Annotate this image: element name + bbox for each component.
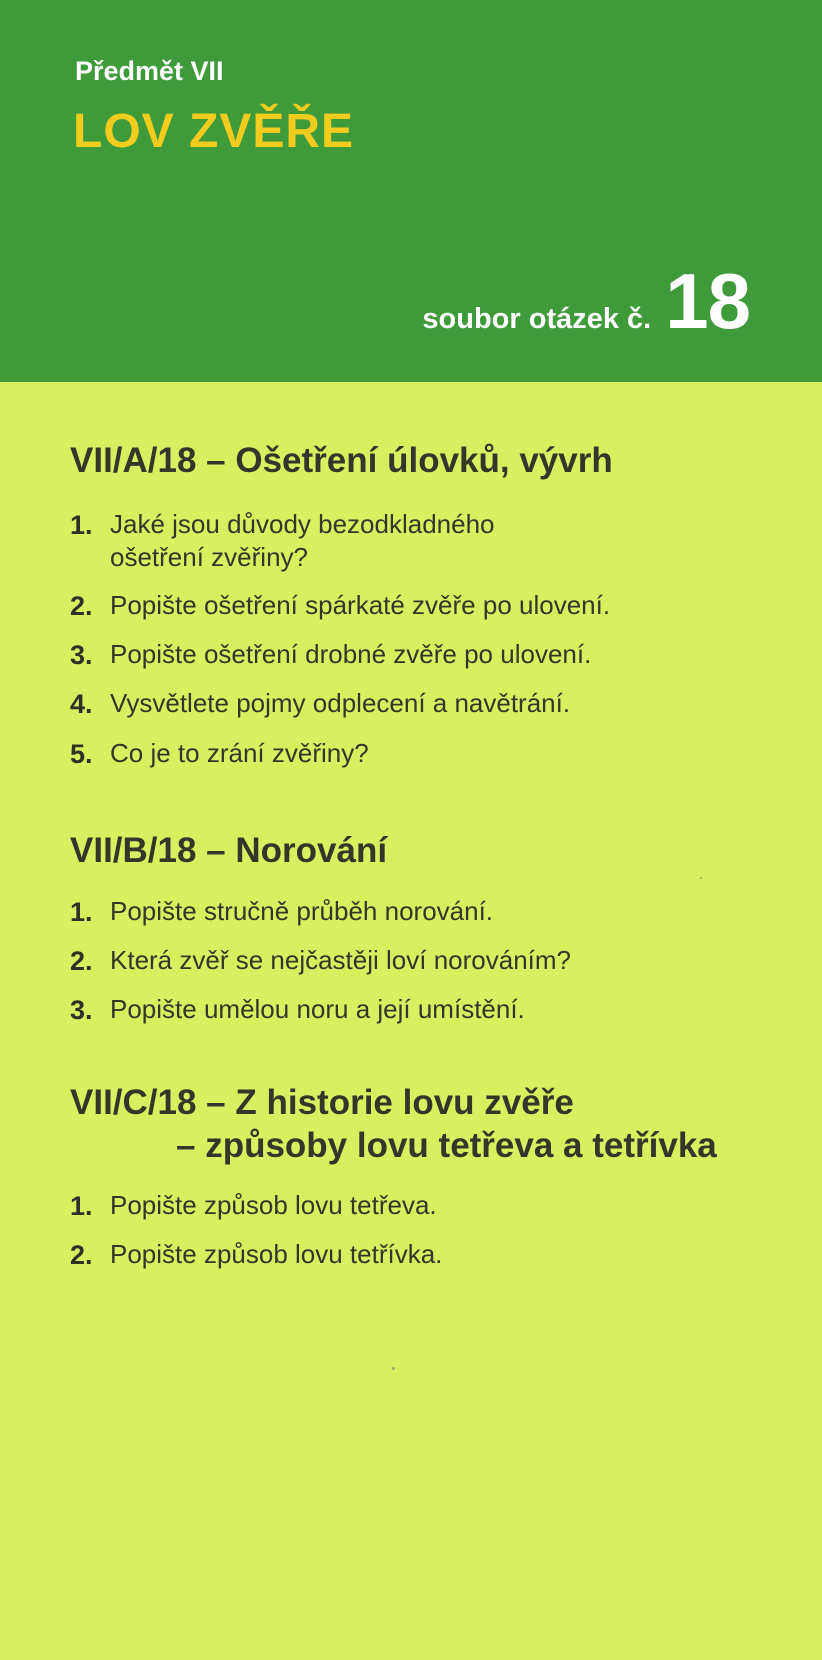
question-text: Popište stručně průběh norování.: [110, 895, 494, 926]
question-text: Vysvětlete pojmy odplecení a navětrání.: [110, 688, 571, 719]
question-number: 2.: [70, 1240, 93, 1271]
question-set: [422, 257, 750, 345]
question-item: [70, 993, 770, 1028]
question-text: Jaké jsou důvody bezodkladného ošetření zvěřiny?: [110, 508, 495, 573]
section-a-questions: [70, 508, 770, 772]
section-c-title-line-1: VII/C/18 – Z historie lovu zvěře: [70, 1083, 574, 1122]
question-item: [70, 895, 770, 930]
question-number: 5.: [70, 738, 93, 769]
question-number: 1.: [70, 896, 93, 927]
question-number: 1.: [70, 509, 93, 540]
question-item: [70, 687, 770, 722]
card-header: [0, 0, 822, 382]
question-item: [70, 1238, 770, 1273]
question-set-number: 18: [665, 257, 750, 345]
question-text: Popište ošetření drobné zvěře po ulovení.: [110, 639, 592, 670]
question-item: [70, 638, 770, 673]
question-text: Popište způsob lovu tetřeva.: [110, 1190, 437, 1221]
section-a-title: VII/A/18 – Ošetření úlovků, vývrh: [70, 441, 613, 480]
question-number: 1.: [70, 1191, 93, 1222]
question-text: Která zvěř se nejčastěji loví norováním?: [110, 944, 571, 975]
section-c-questions: [70, 1189, 770, 1273]
question-item: [70, 944, 770, 979]
question-number: 2.: [70, 945, 93, 976]
question-text: Popište ošetření spárkaté zvěře po ulovení.: [110, 590, 611, 621]
section-b-questions: [70, 895, 770, 1028]
question-item: [70, 508, 770, 576]
question-number: 3.: [70, 640, 93, 671]
question-set-label: soubor otázek č.: [422, 303, 652, 335]
paper-speck: [392, 1367, 395, 1370]
question-number: 3.: [70, 994, 93, 1025]
question-number: 2.: [70, 591, 93, 622]
section-c-title: [70, 1082, 770, 1167]
question-item: [70, 589, 770, 624]
question-text: Co je to zrání zvěřiny?: [110, 737, 369, 768]
question-item: [70, 737, 770, 772]
question-text: Popište umělou noru a její umístění.: [110, 993, 525, 1024]
section-c-title-line-2: – způsoby lovu tetřeva a tetřívka: [176, 1125, 717, 1165]
question-text: Popište způsob lovu tetřívka.: [110, 1239, 443, 1270]
subject-label: Předmět VII: [75, 56, 224, 86]
question-item: [70, 1189, 770, 1224]
subject-title: LOV ZVĚŘE: [73, 105, 355, 158]
question-number: 4.: [70, 689, 93, 720]
section-b-title: VII/B/18 – Norování: [70, 831, 388, 870]
section-c: [70, 1082, 770, 1288]
card-content: [0, 382, 822, 1660]
section-a: [70, 440, 770, 786]
paper-speck: [700, 877, 702, 879]
section-b: [70, 830, 770, 1042]
